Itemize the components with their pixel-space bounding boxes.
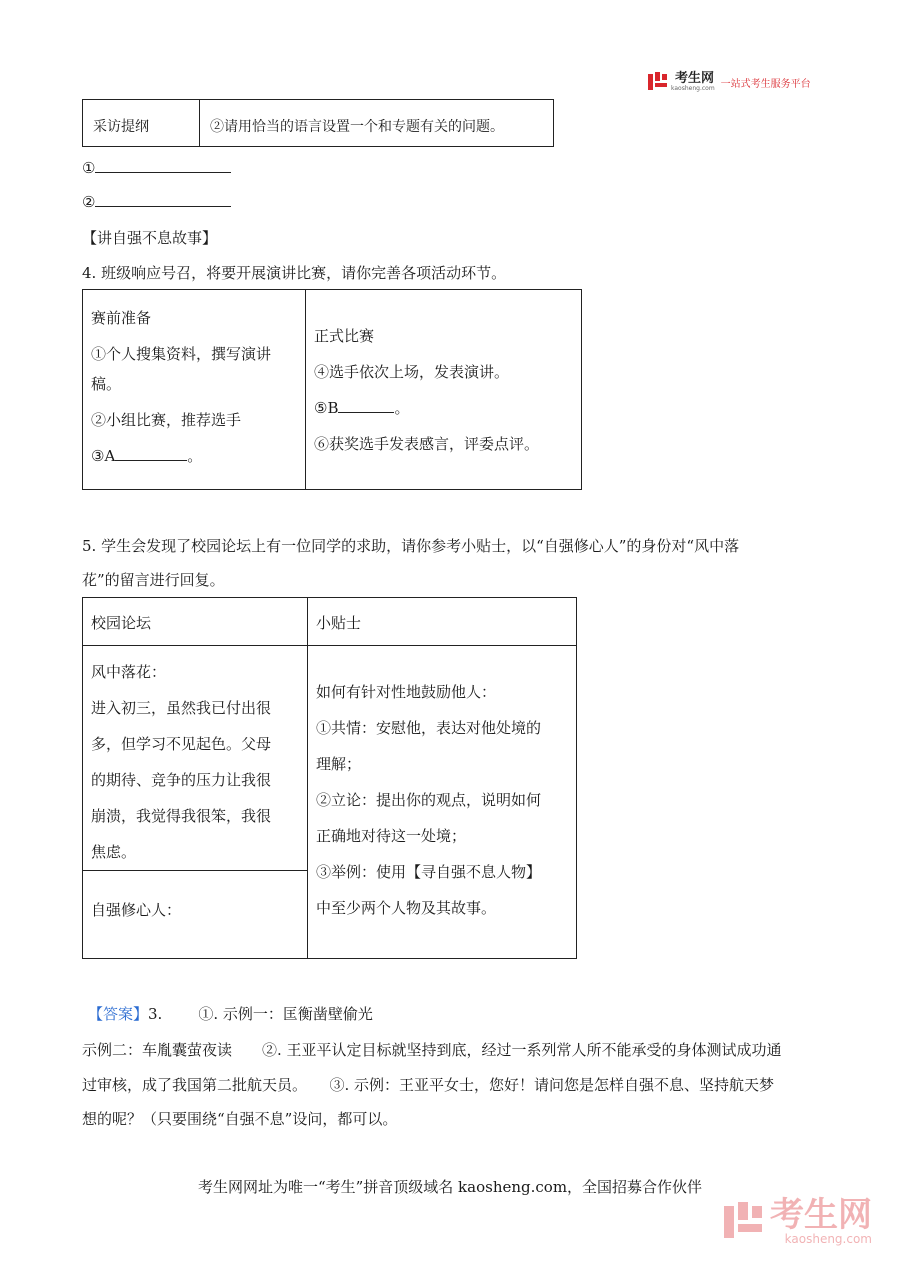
forum-header: 校园论坛 (83, 598, 308, 646)
post-line: 的期待、竞争的压力让我很 (91, 771, 272, 789)
watermark (724, 1195, 872, 1246)
tip-line: ③举例：使用【寻自强不息人物】 (316, 863, 542, 881)
pre-item-1a: ①个人搜集资料，撰写演讲 (91, 345, 272, 363)
outline-label: 采访提纲 (83, 100, 200, 147)
blank-b[interactable] (338, 398, 394, 413)
post-line: 多，但学习不见起色。父母 (91, 735, 272, 753)
footer-text: 考生网网址为唯一“考生”拼音顶级域名 kaosheng.com，全国招募合作伙伴 (197, 1178, 703, 1196)
kaosheng-logo-icon (648, 72, 668, 92)
post-line: 进入初三，虽然我已付出很 (91, 699, 272, 717)
blank-line-2[interactable] (82, 192, 231, 211)
tip-line: 如何有针对性地鼓励他人： (316, 683, 497, 701)
interview-outline-table (82, 99, 554, 147)
forum-post-cell (83, 646, 308, 871)
formal-item-5: ⑤B 。 (314, 399, 410, 417)
answer-line-1 (88, 1003, 373, 1024)
formal-item-6: ⑥获奖选手发表感言，评委点评。 (314, 435, 540, 453)
formal-contest-cell (306, 290, 582, 490)
q5-stem-line1: 5. 学生会发现了校园论坛上有一位同学的求助，请你参考小贴士，以“自强修心人”的身份对“风中落 (82, 537, 740, 555)
tips-header: 小贴士 (308, 598, 577, 646)
blank-line-1-num: ① (82, 159, 96, 177)
section-title: 【讲自强不息故事】 (82, 229, 218, 247)
answer-line-4: 想的呢？（只要围绕“自强不息”设问，都可以。 (82, 1110, 398, 1128)
reply-cell[interactable] (83, 871, 308, 959)
q4-stem: 4. 班级响应号召，将要开展演讲比赛，请你完善各项活动环节。 (82, 264, 507, 282)
logo-domain: kaosheng.com (671, 84, 715, 92)
tip-line: ①共情：安慰他，表达对他处境的 (316, 719, 542, 737)
answer-line-2: 示例二：车胤囊萤夜读 ②. 王亚平认定目标就坚持到底，经过一系列常人所不能承受的身体测试成功通 (82, 1041, 782, 1059)
formal-item-4: ④选手依次上场，发表演讲。 (314, 363, 510, 381)
blank-line-2-num: ② (82, 193, 96, 211)
outline-content: ②请用恰当的语言设置一个和专题有关的问题。 (200, 100, 554, 147)
answer-line-3: 过审核，成了我国第二批航天员。 ③. 示例：王亚平女士，您好！请问您是怎样自强不息、坚持航天梦 (82, 1076, 775, 1094)
pre-contest-title: 赛前准备 (91, 309, 152, 327)
logo-name: 考生网 (675, 70, 715, 86)
answer-tag: 【答案】 (88, 1005, 149, 1023)
q5-stem-line2: 花”的留言进行回复。 (82, 571, 225, 589)
forum-table (82, 597, 577, 959)
logo-slogan: 一站式考生服务平台 (720, 78, 811, 90)
watermark-logo-icon (724, 1202, 764, 1242)
post-line: 风中落花： (91, 663, 167, 681)
post-line: 崩溃，我觉得我很笨，我很 (91, 807, 272, 825)
formal-contest-title: 正式比赛 (314, 327, 375, 345)
blank-line-1-field[interactable] (95, 158, 231, 173)
tip-line: ②立论：提出你的观点，说明如何 (316, 791, 542, 809)
tip-line: 正确地对待这一处境； (316, 827, 467, 845)
watermark-name: 考生网 (770, 1195, 872, 1235)
pre-item-3: ③A 。 (91, 447, 203, 465)
pre-item-2: ②小组比赛，推荐选手 (91, 411, 242, 429)
reply-label: 自强修心人： (91, 901, 182, 919)
header-logo (648, 72, 811, 92)
blank-a[interactable] (115, 446, 187, 461)
watermark-domain: kaosheng.com (784, 1232, 872, 1246)
tip-line: 理解； (316, 755, 362, 773)
answer-num: 3. (148, 1005, 163, 1023)
answer-text-1: ①. 示例一：匡衡凿壁偷光 (198, 1005, 373, 1023)
tip-line: 中至少两个人物及其故事。 (316, 899, 497, 917)
tips-cell (308, 646, 577, 959)
blank-line-1[interactable] (82, 158, 231, 177)
post-line: 焦虑。 (91, 843, 137, 861)
speech-contest-table (82, 289, 582, 490)
pre-contest-cell (83, 290, 306, 490)
blank-line-2-field[interactable] (95, 192, 231, 207)
pre-item-1b: 稿。 (91, 375, 122, 393)
